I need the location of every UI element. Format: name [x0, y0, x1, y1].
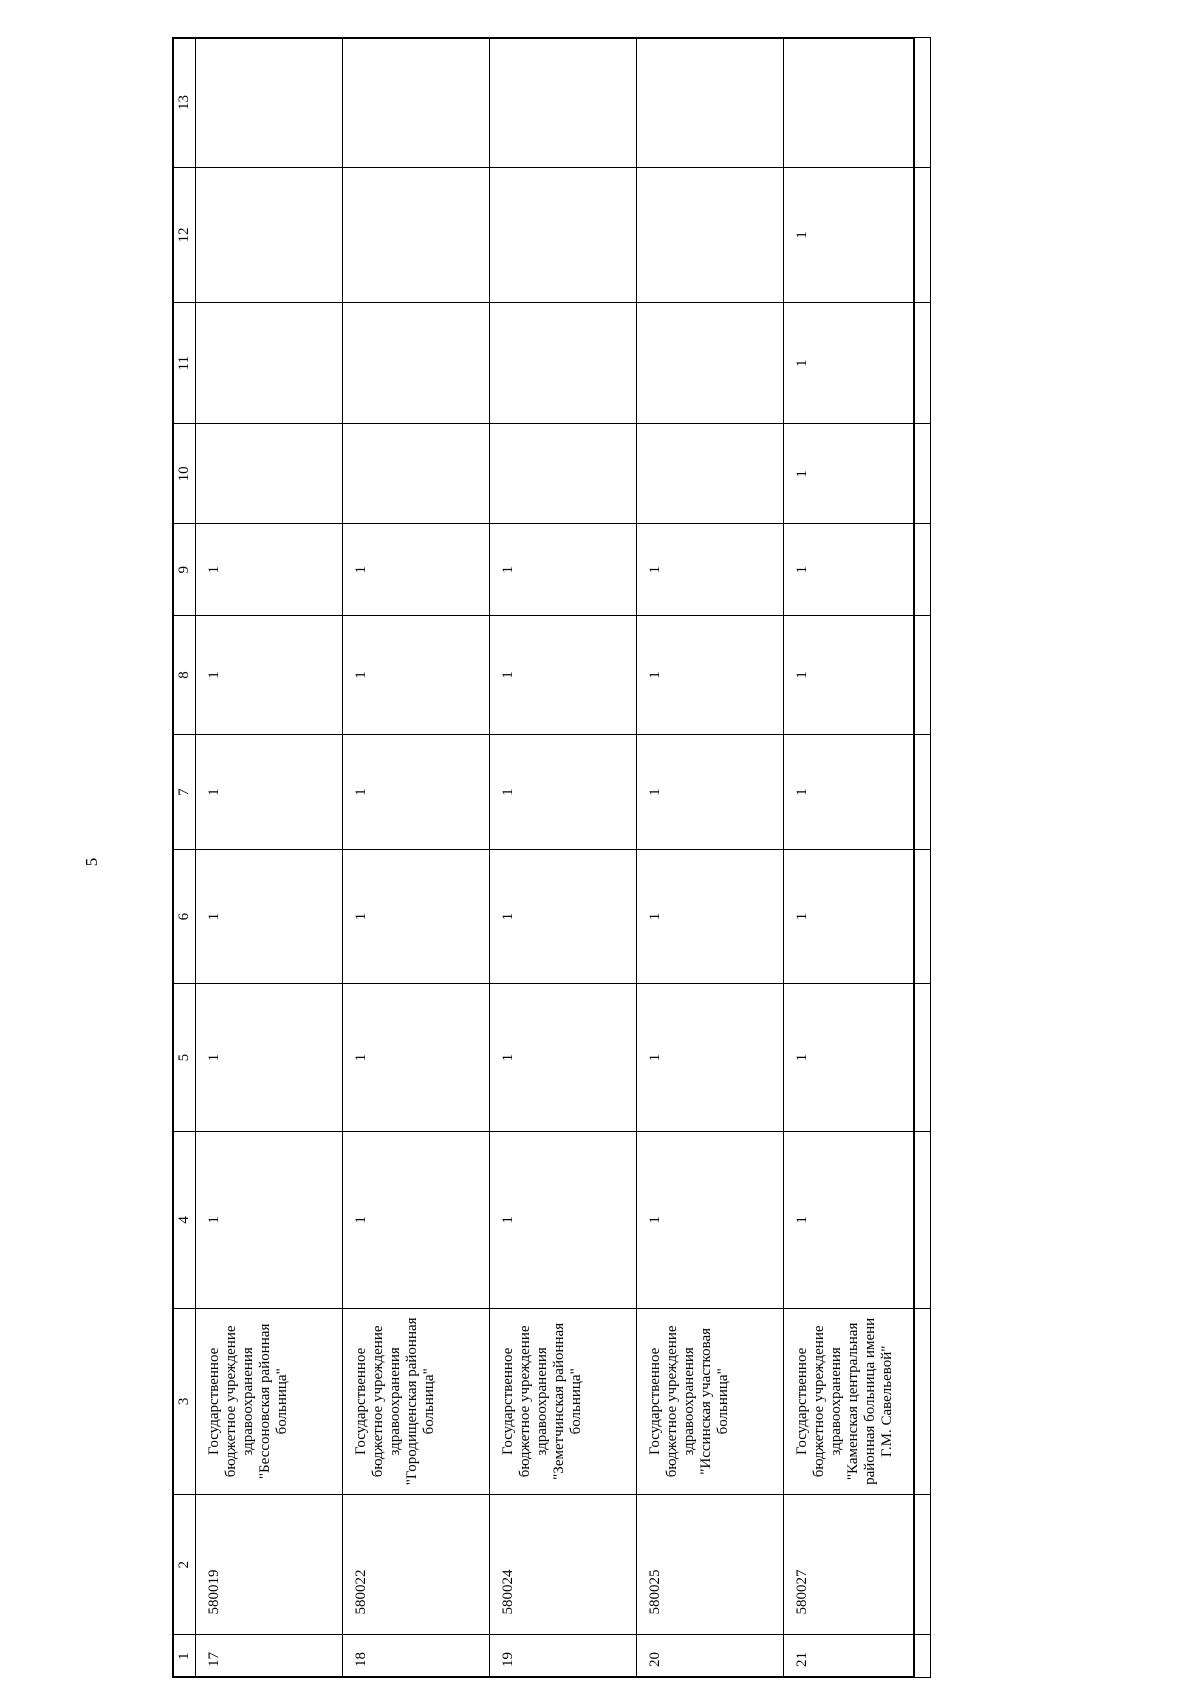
institution-name-cell: Государственное бюджетное учреждение здравоохранения "Городищенская районная больница" [343, 1308, 490, 1494]
column-number-header: 9 [173, 524, 196, 616]
value-cell: 1 [196, 984, 343, 1132]
value-cell [784, 38, 931, 168]
row-number-cell: 18 [343, 1635, 490, 1678]
value-cell: 1 [490, 1132, 637, 1309]
value-cell [196, 303, 343, 424]
value-cell: 1 [196, 735, 343, 850]
value-cell: 1 [343, 984, 490, 1132]
column-number-header: 11 [173, 303, 196, 424]
column-number-header: 3 [173, 1308, 196, 1494]
table-body [173, 38, 931, 1678]
value-cell: 1 [637, 524, 784, 616]
value-cell [490, 38, 637, 168]
row-number-cell: 19 [490, 1635, 637, 1678]
value-cell: 1 [196, 1132, 343, 1309]
value-cell: 1 [490, 850, 637, 984]
value-cell: 1 [784, 850, 931, 984]
value-cell: 1 [196, 615, 343, 734]
value-cell: 1 [637, 1132, 784, 1309]
column-number-header: 7 [173, 735, 196, 850]
value-cell: 1 [784, 424, 931, 524]
column-number-header: 4 [173, 1132, 196, 1309]
value-cell: 1 [343, 735, 490, 850]
institution-code-cell: 580022 [343, 1494, 490, 1634]
table-row [637, 38, 784, 1678]
value-cell [637, 424, 784, 524]
value-cell: 1 [343, 615, 490, 734]
value-cell: 1 [784, 1132, 931, 1309]
value-cell: 1 [343, 1132, 490, 1309]
value-cell [343, 38, 490, 168]
value-cell: 1 [784, 615, 931, 734]
institution-code-cell: 580024 [490, 1494, 637, 1634]
value-cell: 1 [637, 615, 784, 734]
table-row [196, 38, 343, 1678]
institution-code-cell: 580027 [784, 1494, 931, 1634]
value-cell [196, 424, 343, 524]
value-cell [637, 167, 784, 302]
institution-code-cell: 580019 [196, 1494, 343, 1634]
value-cell: 1 [490, 524, 637, 616]
column-number-header: 2 [173, 1494, 196, 1634]
value-cell: 1 [343, 524, 490, 616]
value-cell [490, 424, 637, 524]
institution-name-cell: Государственное бюджетное учреждение здравоохранения "Бессоновская районная больница" [196, 1308, 343, 1494]
data-table-container [172, 37, 915, 1678]
value-cell: 1 [637, 735, 784, 850]
value-cell: 1 [637, 984, 784, 1132]
value-cell: 1 [784, 167, 931, 302]
column-number-header: 13 [173, 38, 196, 168]
table-row [784, 38, 931, 1678]
column-number-header: 8 [173, 615, 196, 734]
value-cell: 1 [490, 735, 637, 850]
value-cell: 1 [784, 735, 931, 850]
value-cell [343, 167, 490, 302]
value-cell [196, 167, 343, 302]
value-cell: 1 [196, 524, 343, 616]
column-number-header: 6 [173, 850, 196, 984]
value-cell: 1 [196, 850, 343, 984]
value-cell [490, 167, 637, 302]
value-cell: 1 [784, 984, 931, 1132]
column-number-header: 10 [173, 424, 196, 524]
institution-name-cell: Государственное бюджетное учреждение здравоохранения "Каменская центральная районная больница имени Г.М. Савельевой" [784, 1308, 931, 1494]
value-cell [637, 303, 784, 424]
table-row [490, 38, 637, 1678]
page-number: 5 [82, 857, 101, 867]
value-cell: 1 [784, 303, 931, 424]
value-cell: 1 [490, 984, 637, 1132]
institution-name-cell: Государственное бюджетное учреждение здравоохранения "Иссинская участковая больница" [637, 1308, 784, 1494]
value-cell [343, 303, 490, 424]
value-cell [637, 38, 784, 168]
data-table [172, 37, 931, 1678]
value-cell: 1 [343, 850, 490, 984]
value-cell [490, 303, 637, 424]
institution-name-cell: Государственное бюджетное учреждение здравоохранения "Земетчинская районная больница" [490, 1308, 637, 1494]
value-cell [196, 38, 343, 168]
column-number-header: 5 [173, 984, 196, 1132]
header-row [173, 38, 196, 1678]
column-number-header: 12 [173, 167, 196, 302]
table-row [343, 38, 490, 1678]
row-number-cell: 17 [196, 1635, 343, 1678]
row-number-cell: 21 [784, 1635, 931, 1678]
institution-code-cell: 580025 [637, 1494, 784, 1634]
row-number-cell: 20 [637, 1635, 784, 1678]
value-cell: 1 [637, 850, 784, 984]
value-cell: 1 [784, 524, 931, 616]
value-cell [343, 424, 490, 524]
value-cell: 1 [490, 615, 637, 734]
column-number-header: 1 [173, 1635, 196, 1678]
